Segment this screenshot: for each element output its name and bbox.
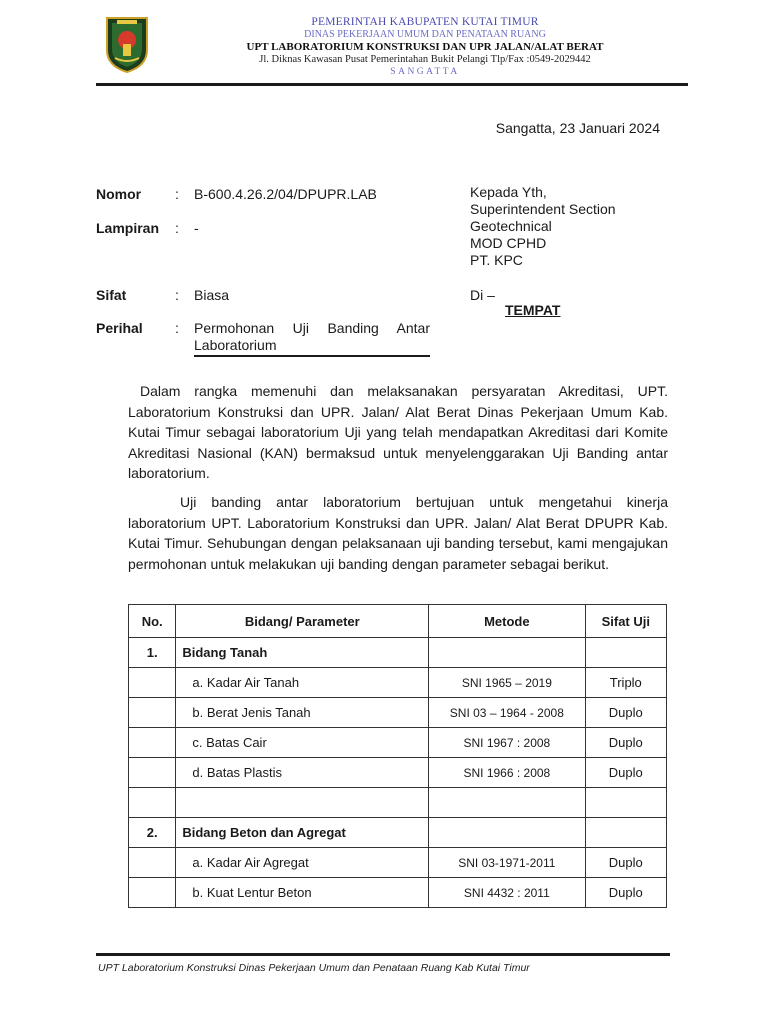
recipient-place: TEMPAT [505,302,561,318]
letterhead-department: DINAS PEKERJAAN UMUM DAN PENATAAN RUANG [304,29,546,40]
row-test-type: Duplo [585,728,666,758]
perihal-label: Perihal [96,320,143,336]
header-method: Metode [429,605,585,638]
row-test-type: Duplo [585,848,666,878]
sifat-value: Biasa [194,287,230,303]
perihal-line-2: Laboratorium [194,337,277,353]
row-method [429,788,585,818]
row-number [129,728,176,758]
table-row [129,728,667,758]
row-test-type: Duplo [585,698,666,728]
table-row [129,878,667,908]
row-parameter: d. Batas Plastis [176,758,429,788]
letter-date: Sangatta, 23 Januari 2024 [495,120,660,136]
recipient-title: Superintendent Section [470,201,616,217]
row-test-type: Duplo [585,758,666,788]
recipient-section: Geotechnical [470,218,552,234]
row-test-type: Duplo [585,878,666,908]
row-parameter: b. Berat Jenis Tanah [176,698,429,728]
letterhead-address: Jl. Diknas Kawasan Pusat Pemerintahan Bukit Pelangi Tlp/Fax :0549-2029442 [259,54,591,65]
recipient-block [470,184,616,269]
nomor-colon: : [175,186,179,202]
table-row [129,788,667,818]
row-number [129,668,176,698]
row-number [129,788,176,818]
row-method: SNI 03 – 1964 - 2008 [429,698,585,728]
row-method [429,818,585,848]
row-method: SNI 4432 : 2011 [429,878,585,908]
row-parameter: b. Kuat Lentur Beton [176,878,429,908]
lampiran-colon: : [175,220,179,236]
row-method: SNI 03-1971-2011 [429,848,585,878]
row-number [129,698,176,728]
header-test-type: Sifat Uji [585,605,666,638]
row-number: 1. [129,638,176,668]
row-parameter: a. Kadar Air Agregat [176,848,429,878]
perihal-line-1: Permohonan Uji Banding Antar [194,320,430,336]
table-row [129,818,667,848]
row-parameter: Bidang Tanah [176,638,429,668]
regency-emblem-icon [103,14,151,74]
sifat-label: Sifat [96,287,127,303]
perihal-underline [194,355,430,357]
perihal-colon: : [175,320,179,336]
footer-divider [96,953,670,956]
row-parameter: c. Batas Cair [176,728,429,758]
table-row [129,758,667,788]
row-test-type [585,788,666,818]
letterhead-city: SANGATTA [390,67,460,77]
lampiran-value: - [194,220,199,236]
header-no: No. [129,605,176,638]
row-parameter [176,788,429,818]
row-method: SNI 1965 – 2019 [429,668,585,698]
recipient-division: MOD CPHD [470,235,547,251]
table-row [129,848,667,878]
letterhead-government: PEMERINTAH KABUPATEN KUTAI TIMUR [311,16,539,28]
recipient-salutation: Kepada Yth, [470,184,547,200]
table-row [129,698,667,728]
perihal-value [194,320,430,354]
row-test-type [585,638,666,668]
row-number [129,878,176,908]
letterhead-divider [96,83,688,86]
row-parameter: Bidang Beton dan Agregat [176,818,429,848]
paragraph-1-text: Dalam rangka memenuhi dan melaksanakan persyaratan Akreditasi, UPT. Laboratorium Konstruksi dan UPR. Jalan/ Alat Berat Dinas Pekerjaan Umum Kab. Kutai Timur sebagai laboratorium Uji yang telah mendapatkan Akreditasi dari Komite Akreditasi Nasional (KAN) bermaksud untuk menyelenggarakan Uji Banding antar laboratorium. [128,383,668,481]
table-header-row [129,605,667,638]
parameter-table [128,604,667,908]
row-number [129,848,176,878]
recipient-company: PT. KPC [470,252,523,268]
body-paragraph-1 [128,381,668,484]
row-test-type [585,818,666,848]
table-row [129,668,667,698]
row-number: 2. [129,818,176,848]
footer-text: UPT Laboratorium Konstruksi Dinas Pekerjaan Umum dan Penataan Ruang Kab Kutai Timur [98,962,530,974]
row-method [429,638,585,668]
header-parameter: Bidang/ Parameter [176,605,429,638]
letterhead-unit: UPT LABORATORIUM KONSTRUKSI DAN UPR JALAN/ALAT BERAT [246,41,604,53]
table-row [129,638,667,668]
row-number [129,758,176,788]
sifat-colon: : [175,287,179,303]
nomor-label: Nomor [96,186,142,202]
row-method: SNI 1967 : 2008 [429,728,585,758]
lampiran-label: Lampiran [96,220,160,236]
row-test-type: Triplo [585,668,666,698]
paragraph-2-text: Uji banding antar laboratorium bertujuan untuk mengetahui kinerja laboratorium UPT. Laboratorium Konstruksi dan UPR. Jalan/ Alat Berat DPUPR Kab. Kutai Timur. Sehubungan dengan pelaksanaan uji banding tersebut, kami mengajukan permohonan untuk melakukan uji banding dengan parameter sebagai berikut. [128,494,668,572]
row-parameter: a. Kadar Air Tanah [176,668,429,698]
row-method: SNI 1966 : 2008 [429,758,585,788]
body-paragraph-2 [128,492,668,574]
recipient-di: Di – [470,287,495,303]
nomor-value: B-600.4.26.2/04/DPUPR.LAB [194,186,377,202]
